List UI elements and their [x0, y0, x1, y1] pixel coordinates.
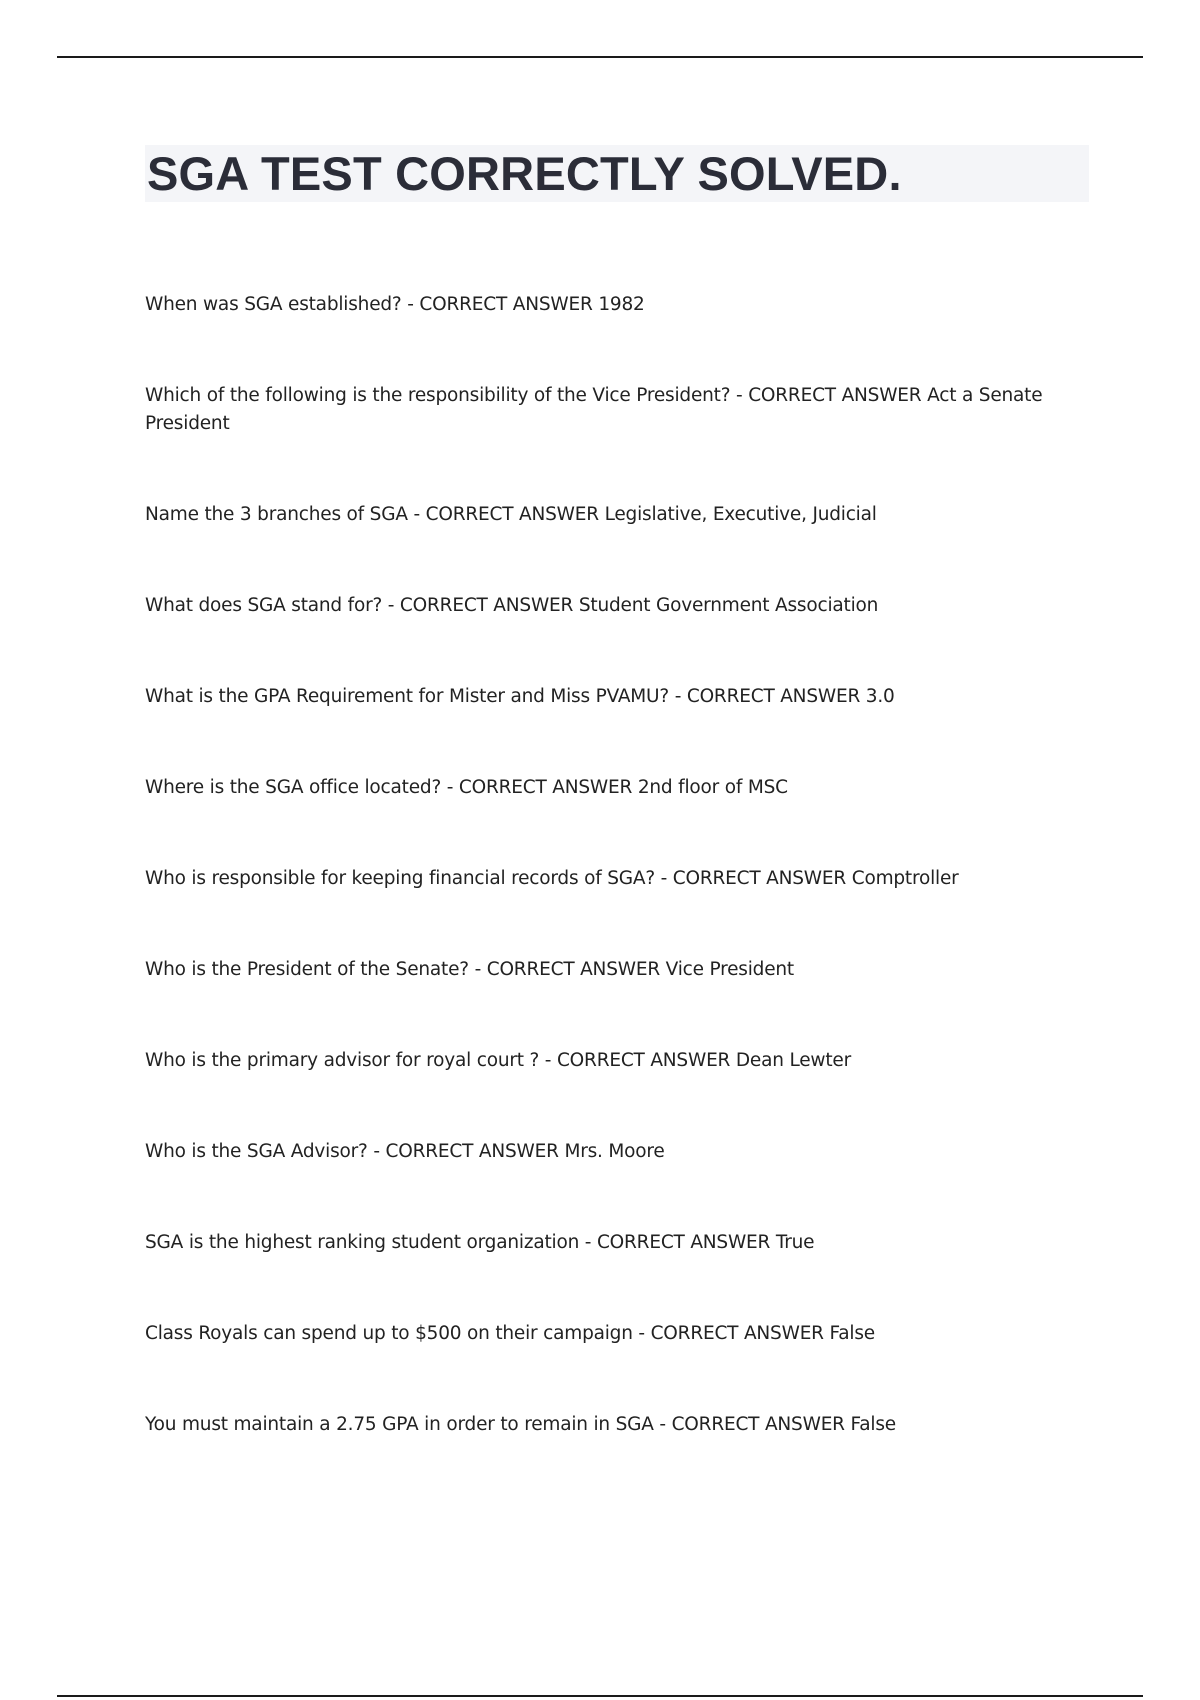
question-item: Name the 3 branches of SGA - CORRECT ANSWER Legislative, Executive, Judicial [145, 504, 877, 525]
question-item: Who is the SGA Advisor? - CORRECT ANSWER Mrs. Moore [145, 1141, 665, 1162]
question-item: Which of the following is the responsibility of the Vice President? - CORRECT ANSWER Act a Senate President [145, 385, 1043, 434]
question-item: SGA is the highest ranking student organization - CORRECT ANSWER True [145, 1232, 815, 1253]
header-rule [57, 56, 1143, 58]
title-banner [145, 145, 1089, 202]
question-item: What does SGA stand for? - CORRECT ANSWER Student Government Association [145, 595, 879, 616]
question-item: When was SGA established? - CORRECT ANSWER 1982 [145, 294, 645, 315]
question-item: Who is responsible for keeping financial records of SGA? - CORRECT ANSWER Comptroller [145, 868, 959, 889]
question-item: Who is the primary advisor for royal court ? - CORRECT ANSWER Dean Lewter [145, 1050, 851, 1071]
question-item: Where is the SGA office located? - CORRECT ANSWER 2nd floor of MSC [145, 777, 788, 798]
question-item: Who is the President of the Senate? - CORRECT ANSWER Vice President [145, 959, 794, 980]
document-title: SGA TEST CORRECTLY SOLVED. [147, 147, 902, 200]
question-item: Class Royals can spend up to $500 on their campaign - CORRECT ANSWER False [145, 1323, 875, 1344]
question-item: What is the GPA Requirement for Mister and Miss PVAMU? - CORRECT ANSWER 3.0 [145, 686, 895, 707]
footer-rule [57, 1695, 1143, 1697]
question-item: You must maintain a 2.75 GPA in order to remain in SGA - CORRECT ANSWER False [145, 1414, 896, 1435]
